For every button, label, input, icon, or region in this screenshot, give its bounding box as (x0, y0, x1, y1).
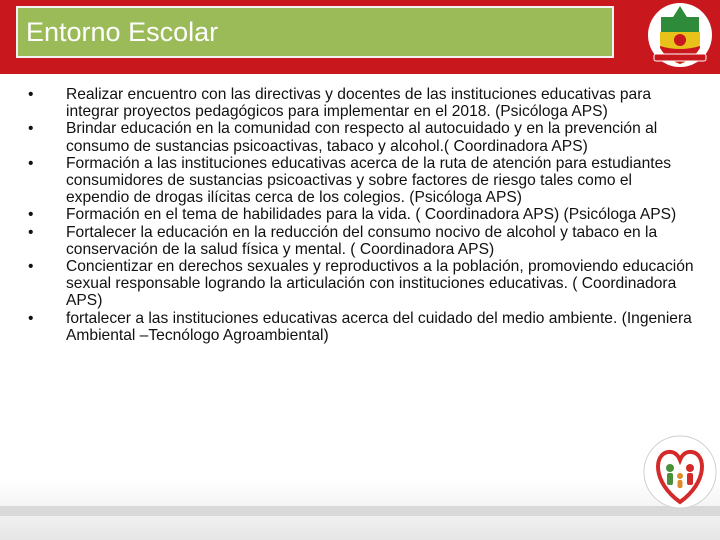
bullet-list (28, 86, 696, 344)
family-heart-logo-icon (642, 432, 718, 514)
bullet-item: • fortalecer a las instituciones educativas acerca del cuidado del medio ambiente. (Ingeniera Ambiental –Tecnólogo Agroambiental) (28, 310, 696, 344)
bullet-item: • Fortalecer la educación en la reducción del consumo nocivo de alcohol y tabaco en la conservación de la salud física y mental. ( Coordinadora APS) (28, 224, 696, 258)
content-area (28, 86, 696, 344)
bottom-stripe (0, 506, 720, 516)
bullet-item: • Realizar encuentro con las directivas y docentes de las instituciones educativas para integrar proyectos pedagógicos para implementar en el 2018. (Psicóloga APS) (28, 86, 696, 120)
bullet-item: • Brindar educación en la comunidad con respecto al autocuidado y en la prevención al consumo de sustancias psicoactivas, tabaco y alcohol.( Coordinadora APS) (28, 120, 696, 154)
municipal-shield-logo-icon (646, 2, 714, 68)
slide-title: Entorno Escolar (26, 17, 219, 47)
bullet-item: • Concientizar en derechos sexuales y reproductivos a la población, promoviendo educación sexual responsable logrando la articulación con instituciones educativas. ( Coordinadora APS) (28, 258, 696, 310)
bullet-item: • Formación en el tema de habilidades para la vida. ( Coordinadora APS) (Psicóloga APS) (28, 206, 696, 223)
bullet-item: • Formación a las instituciones educativas acerca de la ruta de atención para estudiantes consumidores de sustancias psicoactivas y sobre factores de riesgo tales como el expendio de drogas ilícitas cerca de los colegios. (Psicóloga APS) (28, 155, 696, 207)
title-box (16, 6, 614, 58)
